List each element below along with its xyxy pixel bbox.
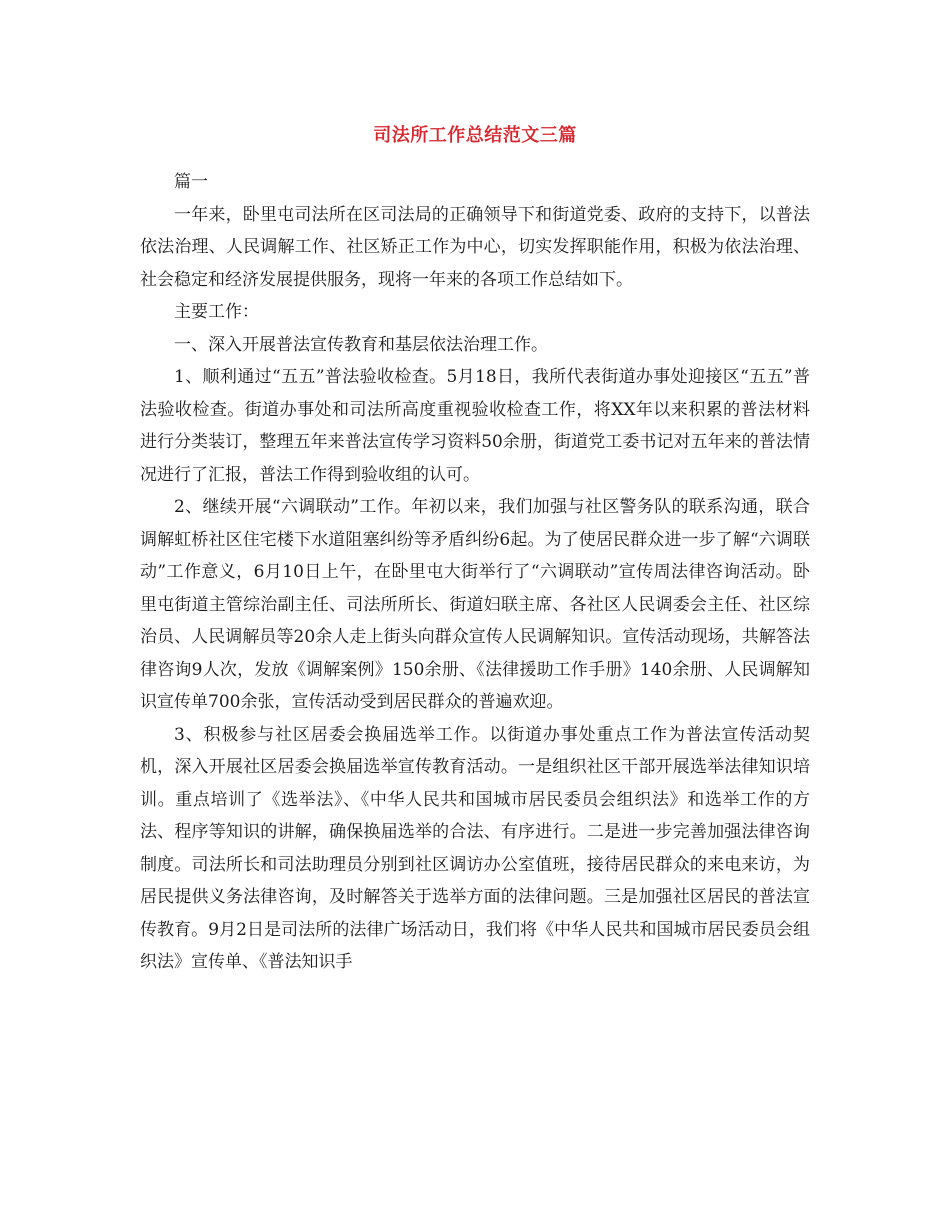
intro-paragraph: 一年来，卧里屯司法所在区司法局的正确领导下和街道党委、政府的支持下，以普法依法治理、人民调解工作、社区矫正工作为中心，切实发挥职能作用，积极为依法治理、社会稳定和经济发展提供服务，现将一年来的各项工作总结如下。 xyxy=(140,204,810,290)
paragraph-item-1: 1、顺利通过“五五”普法验收检查。5月18日，我所代表街道办事处迎接区“五五”普法验收检查。街道办事处和司法所高度重视验收检查工作，将XX年以来积累的普法材料进行分类装订，整理五年来普法宣传学习资料50余册，街道党工委书记对五年来的普法情况进行了汇报，普法工作得到验收组的认可。 xyxy=(140,367,810,485)
subsection-heading: 一、深入开展普法宣传教育和基层依法治理工作。 xyxy=(174,334,548,355)
document-body xyxy=(140,166,810,979)
main-work-heading: 主要工作： xyxy=(174,302,259,322)
paragraph-item-2: 2、继续开展“六调联动”工作。年初以来，我们加强与社区警务队的联系沟通，联合调解虹桥社区住宅楼下水道阻塞纠纷等矛盾纠纷6起。为了使居民群众进一步了解“六调联动”工作意义，6月10日上午，在卧里屯大街举行了“六调联动”宣传周法律咨询活动。卧里屯街道主管综治副主任、司法所所长、街道妇联主席、各社区人民调委会主任、社区综治员、人民调解员等20余人走上街头向群众宣传人民调解知识。宣传活动现场，共解答法律咨询9人次，发放《调解案例》150余册、《法律援助工作手册》140余册、人民调解知识宣传单700余张，宣传活动受到居民群众的普遍欢迎。 xyxy=(140,497,810,712)
paragraph-item-3: 3、积极参与社区居委会换届选举工作。以街道办事处重点工作为普法宣传活动契机，深入开展社区居委会换届选举宣传教育活动。一是组织社区干部开展选举法律知识培训。重点培训了《选举法》、《中华人民共和国城市居民委员会组织法》和选举工作的方法、程序等知识的讲解，确保换届选举的合法、有序进行。二是进一步完善加强法律咨询制度。司法所长和司法助理员分别到社区调访办公室值班，接待居民群众的来电来访，为居民提供义务法律咨询，及时解答关于选举方面的法律问题。三是加强社区居民的普法宣传教育。9月2日是司法所的法律广场活动日，我们将《中华人民共和国城市居民委员会组织法》宣传单、《普法知识手 xyxy=(140,724,810,972)
section-heading: 篇一 xyxy=(174,172,208,192)
document-title: 司法所工作总结范文三篇 xyxy=(373,125,577,146)
